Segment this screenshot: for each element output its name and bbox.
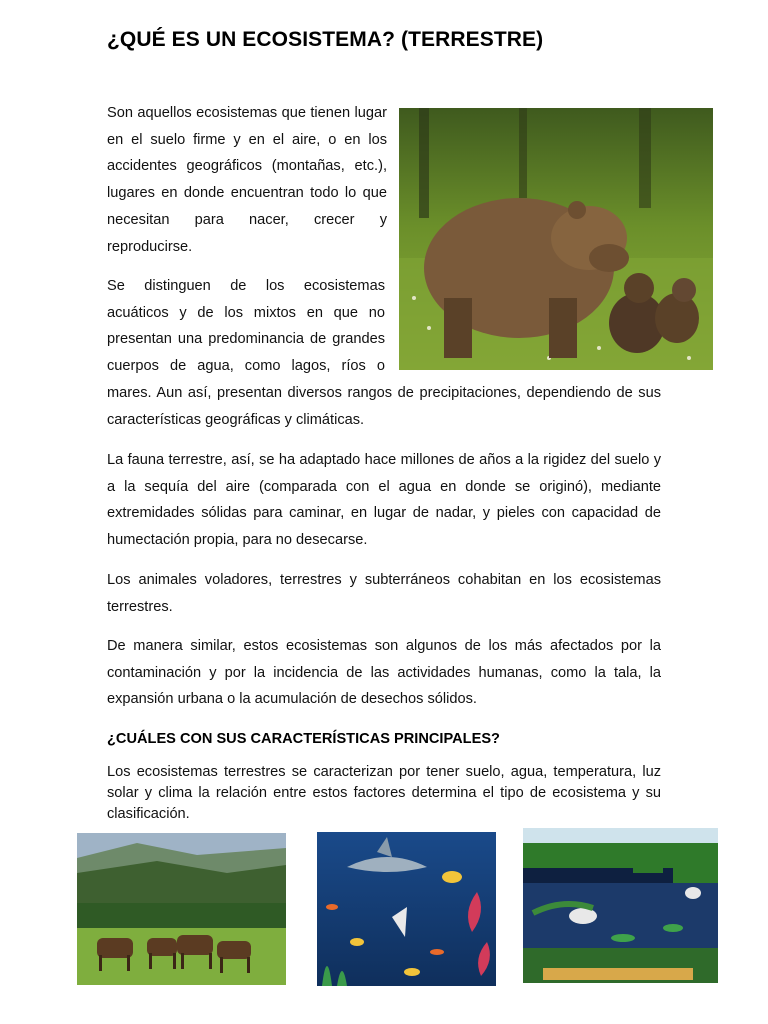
paragraph-5: De manera similar, estos ecosistemas son algunos de los más afectados por la contaminación y por la incidencia de las actividades humanas, como la tala, la expansión urbana o la acumulación de desechos sólidos. [107, 638, 661, 708]
paragraph-1: Son aquellos ecosistemas que tienen lugar en el suelo firme y en el aire, o en los accidentes geográficos (montañas, etc.), lugares en donde encuentran todo lo que necesitan para nacer, crecer y reproducirse. [107, 105, 387, 255]
paragraph-6: Los ecosistemas terrestres se caracterizan por tener suelo, agua, temperatura, luz solar y clima la relación entre estos factores determina el tipo de ecosistema y su clasificación. [107, 764, 661, 822]
horses-photo [77, 833, 286, 985]
page-title: ¿QUÉ ES UN ECOSISTEMA? (TERRESTRE) [107, 28, 544, 51]
paragraph-4: Los animales voladores, terrestres y subterráneos cohabitan en los ecosistemas terrestres. [107, 572, 661, 615]
paragraph-3: La fauna terrestre, así, se ha adaptado hace millones de años a la rigidez del suelo y a la sequía del aire (comparada con el agua en donde se originó), mediante extremidades sólidas para caminar, en lugar de nadar, y pieles con capacidad de humectación propia, para no desecarse. [107, 452, 661, 549]
paragraph-2: Se distinguen de los ecosistemas acuáticos y de los mixtos en que no presentan una predominancia de grandes cuerpos de agua, como lagos, ríos o mares. Aun así, presentan diversos rangos de precipitaciones, dependiendo de sus características geográficas y climáticas. [107, 278, 661, 428]
ocean-illustration [317, 832, 496, 986]
section-subtitle: ¿CUÁLES CON SUS CARACTERÍSTICAS PRINCIPALES? [107, 731, 500, 747]
bear-photo [399, 108, 713, 370]
wetland-illustration [523, 828, 718, 983]
